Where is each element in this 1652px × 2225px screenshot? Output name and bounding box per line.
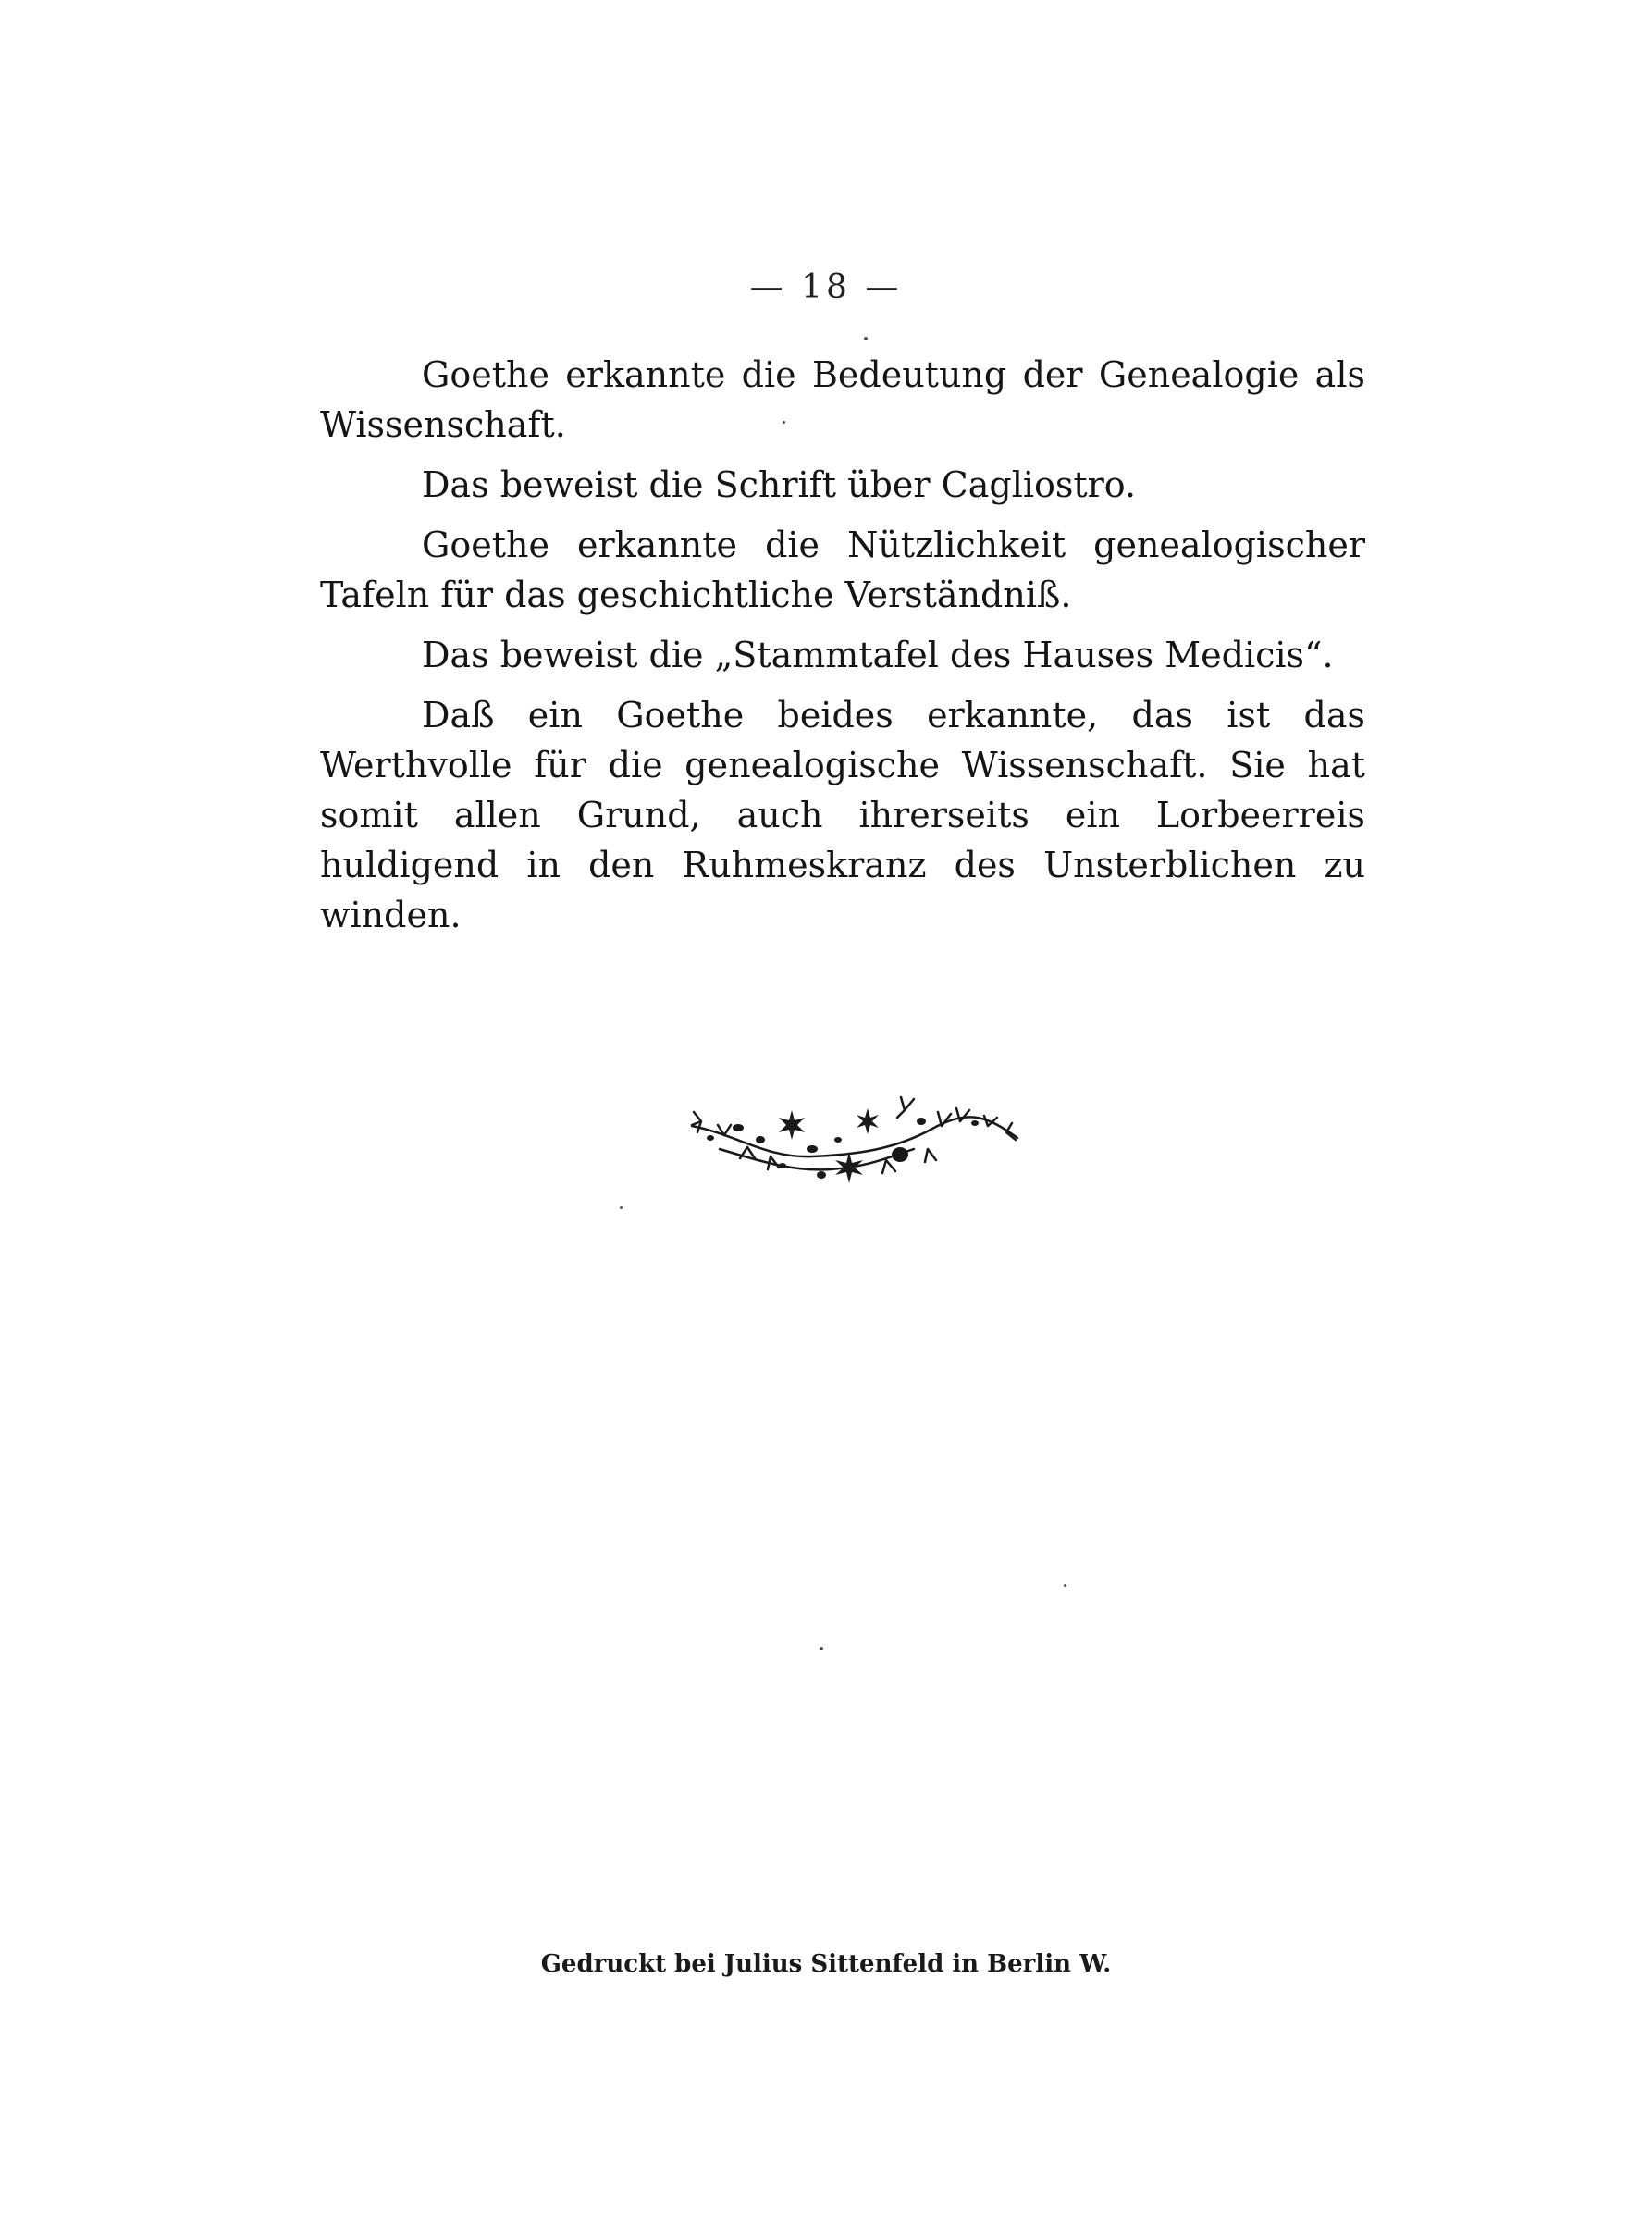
- page-number: — 18 —: [749, 268, 903, 306]
- scan-speck: [820, 1647, 823, 1650]
- paragraph-3: Goethe erkannte die Nützlichkeit genealogischer Tafeln für das geschichtliche Verständniß.: [320, 525, 1365, 615]
- paragraph-1: Goethe erkannte die Bedeutung der Genealogie als Wissenschaft.: [320, 354, 1365, 445]
- scan-speck: [620, 1206, 623, 1209]
- scan-speck: [1064, 1584, 1066, 1587]
- paragraph-5: Daß ein Goethe beides erkannte, das ist das Werthvolle für die genealogische Wissenschaft. Sie hat somit allen Grund, auch ihrerseits ein Lorbeerreis huldigend in den Ruhmeskranz des Unsterblichen zu winden.: [320, 695, 1365, 935]
- paragraph-2: Das beweist die Schrift über Cagliostro.: [422, 464, 1137, 505]
- scan-speck: [864, 337, 868, 340]
- paragraph-4: Das beweist die „Stammtafel des Hauses Medicis“.: [422, 635, 1334, 675]
- printer-imprint: Gedruckt bei Julius Sittenfeld in Berlin W.: [540, 1950, 1112, 1978]
- scan-speck: [783, 421, 785, 424]
- floral-vignette-icon: [683, 1084, 1025, 1214]
- body-text: [320, 350, 1365, 950]
